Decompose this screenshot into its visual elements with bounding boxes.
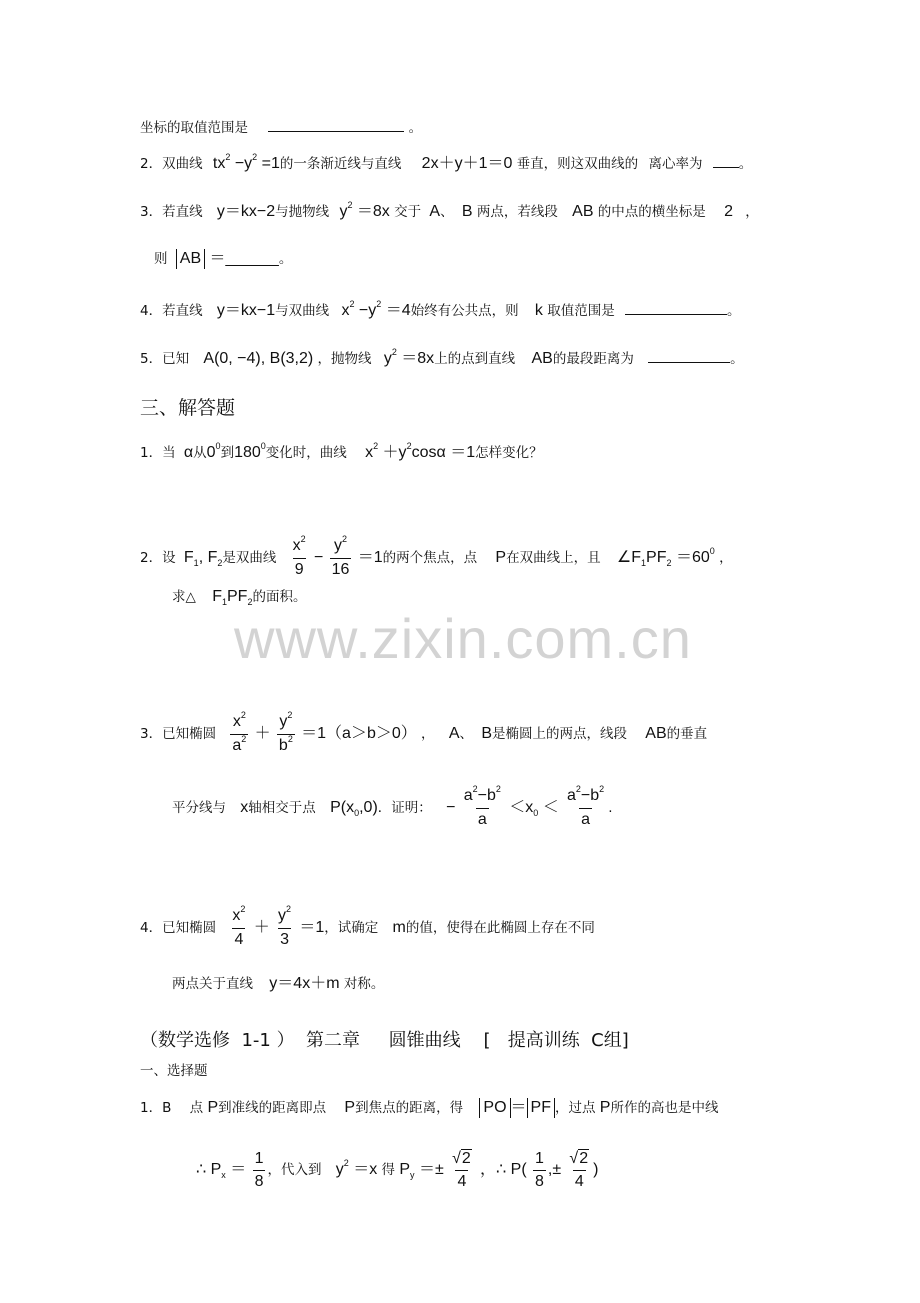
math: A bbox=[429, 203, 441, 220]
exponent: 2 bbox=[225, 152, 231, 162]
fraction bbox=[291, 534, 308, 579]
question-number: 2．双曲线 bbox=[140, 156, 203, 172]
text: 与抛物线 bbox=[275, 204, 330, 220]
subscript: y bbox=[410, 1170, 415, 1180]
answer-1-cont bbox=[196, 1146, 598, 1195]
text: 的两个焦点，点 bbox=[382, 550, 478, 566]
math: ＝8x bbox=[356, 203, 390, 220]
text: 两点关于直线 bbox=[172, 976, 253, 992]
denominator: 3 bbox=[278, 928, 291, 949]
numerator: 1 bbox=[254, 1149, 264, 1167]
denominator: 8 bbox=[253, 1170, 266, 1191]
math: x bbox=[240, 799, 249, 816]
math: 2x＋y＋1＝0 bbox=[421, 155, 513, 172]
math: 180 bbox=[234, 444, 261, 461]
exponent: 2 bbox=[599, 784, 605, 794]
text: 所作的高也是中线 bbox=[610, 1100, 719, 1116]
denominator: a bbox=[579, 808, 592, 829]
exponent: 2 bbox=[349, 299, 355, 309]
math: =1 bbox=[261, 155, 280, 172]
math: ) bbox=[593, 1161, 599, 1178]
math: y bbox=[335, 1161, 344, 1178]
text: 在双曲线上，且 bbox=[506, 550, 601, 566]
text: 与双曲线 bbox=[275, 303, 330, 319]
problem-2: 2．设 $F_1$, $F_2$是双曲线 $\frac{x^2}{9}$ − $\frac{y^2}{16}$ ＝1的两个焦点，点 P在双曲线上，且 $\angle F_1PF_2 =60^0$ ， bbox=[140, 534, 733, 578]
math: α bbox=[183, 444, 194, 461]
question-line bbox=[140, 117, 422, 137]
text: ，代入到 bbox=[267, 1162, 322, 1178]
text: 垂直，则这双曲线的 bbox=[516, 156, 639, 172]
math: ＝ bbox=[230, 1161, 247, 1178]
fraction bbox=[462, 784, 503, 829]
exponent: 0 bbox=[260, 441, 266, 451]
numerator: y bbox=[334, 537, 343, 554]
text: 得 bbox=[381, 1162, 396, 1178]
math: ∴ P bbox=[196, 1161, 222, 1178]
exponent: 0 bbox=[215, 441, 221, 451]
radicand: 2 bbox=[579, 1150, 589, 1167]
math: cosα bbox=[411, 444, 446, 461]
math-abs: PO bbox=[479, 1098, 510, 1118]
text: 。 bbox=[408, 120, 423, 136]
text: 从 bbox=[193, 445, 207, 461]
text: 则 bbox=[154, 251, 168, 267]
text: 的面积。 bbox=[252, 589, 307, 605]
exponent: 2 bbox=[376, 299, 382, 309]
sqrt: √2 bbox=[569, 1150, 589, 1167]
question-2 bbox=[140, 153, 752, 174]
fraction bbox=[533, 1150, 546, 1191]
subscript: 0 bbox=[533, 808, 539, 818]
text: 轴相交于点 bbox=[248, 800, 316, 816]
question-number: 2．设 bbox=[140, 550, 176, 566]
math: −y bbox=[234, 155, 253, 172]
math: y＝4x＋m bbox=[269, 975, 340, 992]
answer-blank bbox=[713, 153, 739, 168]
text: 到准线的距离即点 bbox=[218, 1100, 327, 1116]
math-abs: PF bbox=[527, 1098, 555, 1118]
text: 是椭圆上的两点，线段 bbox=[491, 726, 627, 742]
math: ＝1 bbox=[450, 444, 476, 461]
text: ， bbox=[421, 726, 435, 742]
question-number: 4．已知椭圆 bbox=[140, 920, 217, 936]
denominator: 16 bbox=[330, 558, 352, 579]
text: ．证明： bbox=[377, 800, 432, 816]
exponent: 2 bbox=[240, 904, 246, 914]
math: ＝60 bbox=[675, 549, 710, 566]
sqrt: √2 bbox=[452, 1150, 471, 1167]
math: AB bbox=[645, 725, 667, 742]
math: ,0) bbox=[359, 799, 378, 816]
subscript: 1 bbox=[193, 558, 199, 568]
math: y bbox=[383, 350, 392, 367]
fraction bbox=[567, 1149, 591, 1191]
text: 交于 bbox=[394, 204, 422, 220]
math: x bbox=[365, 444, 374, 461]
denominator: a bbox=[476, 808, 489, 829]
question-number: 3．已知椭圆 bbox=[140, 726, 217, 742]
exponent: 2 bbox=[287, 709, 293, 720]
denominator: b bbox=[278, 736, 288, 754]
math: ＝______ bbox=[209, 250, 279, 267]
denominator: 4 bbox=[455, 1170, 468, 1191]
answer-1 bbox=[140, 1098, 718, 1118]
answer-blank bbox=[648, 348, 730, 363]
math: m bbox=[392, 919, 406, 936]
text: 的一条渐近线与直线 bbox=[279, 156, 402, 172]
denominator: 4 bbox=[232, 928, 245, 949]
exponent: 2 bbox=[342, 534, 348, 544]
problem-3-cont: 平分线与 x轴相交于点 $P(x_0,0)$．证明： − $\frac{a^2-b^2}{a}$ $<x_0$ ＜ $\frac{a^2-b^2}{a}$ . bbox=[172, 784, 613, 828]
text: 求△ bbox=[172, 589, 196, 605]
exponent: 2 bbox=[240, 709, 246, 720]
math: y＝kx−1 bbox=[216, 302, 276, 319]
text: 始终有公共点，则 bbox=[410, 303, 519, 319]
text: 变化时，曲线 bbox=[265, 445, 347, 461]
text: 的值，使得在此椭圆上存在不同 bbox=[405, 920, 595, 936]
math: P bbox=[399, 1161, 411, 1178]
text: 。 bbox=[738, 156, 753, 172]
numerator: x bbox=[232, 907, 241, 924]
text: 的最段距离为 bbox=[552, 351, 634, 367]
question-number: 5．已知 bbox=[140, 351, 190, 367]
question-4 bbox=[140, 300, 741, 321]
exponent: 2 bbox=[373, 441, 379, 451]
text: 是双曲线 bbox=[222, 550, 277, 566]
math: ∠F bbox=[616, 549, 642, 566]
text: ，抛物线 bbox=[317, 351, 372, 367]
text: 离心率为 bbox=[648, 156, 703, 172]
exponent: 2 bbox=[343, 1158, 349, 1168]
text: 的垂直 bbox=[666, 726, 708, 742]
numerator: −b bbox=[580, 787, 600, 804]
math: P bbox=[599, 1099, 611, 1116]
exponent: 2 bbox=[300, 534, 306, 544]
numerator: a bbox=[463, 787, 473, 804]
math: P(x bbox=[330, 799, 355, 816]
math: y bbox=[339, 203, 348, 220]
fraction bbox=[330, 534, 352, 579]
problem-1 bbox=[140, 441, 543, 463]
math: F bbox=[183, 549, 194, 566]
text: ， bbox=[745, 204, 759, 220]
subscript: 0 bbox=[354, 808, 360, 818]
text: 。 bbox=[278, 251, 293, 267]
fraction bbox=[253, 1150, 266, 1191]
numerator: x bbox=[232, 712, 241, 730]
denominator: 4 bbox=[573, 1170, 586, 1191]
question-3 bbox=[140, 200, 759, 222]
text: 、 bbox=[440, 204, 454, 220]
math: ＝x bbox=[353, 1161, 378, 1178]
text: ，过点 bbox=[554, 1100, 596, 1116]
question-number: 4．若直线 bbox=[140, 303, 203, 319]
math: PF bbox=[646, 549, 667, 566]
problem-2-cont: 求△ $F_1PF_2$的面积。 bbox=[172, 588, 307, 607]
math: ＝8x bbox=[401, 350, 435, 367]
numerator: −b bbox=[477, 787, 496, 804]
math: tx bbox=[212, 155, 226, 172]
math: B bbox=[481, 725, 492, 742]
exponent: 2 bbox=[287, 733, 293, 744]
math: ,± bbox=[547, 1161, 562, 1178]
text: 。 bbox=[727, 303, 741, 319]
math: ＝ bbox=[510, 1099, 527, 1116]
watermark: www.zixin.com.cn bbox=[234, 607, 692, 670]
chapter-title: （数学选修 1-1 ） 第二章 圆锥曲线 [ 提高训练 C组] bbox=[140, 1030, 629, 1051]
math: ＜x bbox=[509, 799, 534, 816]
text: 平分线与 bbox=[172, 800, 226, 816]
text: 对称。 bbox=[343, 976, 385, 992]
fraction bbox=[230, 709, 248, 756]
text: 两点，若线段 bbox=[476, 204, 558, 220]
exponent: 2 bbox=[391, 347, 397, 357]
text: ， bbox=[719, 550, 733, 566]
numerator: x bbox=[292, 537, 301, 554]
problem-4: 4．已知椭圆 $\frac{x^2}{4}$ ＋ $\frac{y^2}{3}$ ＝1，试确定 m的值，使得在此椭圆上存在不同 bbox=[140, 904, 595, 948]
math: ＋y bbox=[382, 444, 407, 461]
fraction bbox=[277, 709, 295, 756]
math: B bbox=[461, 203, 473, 220]
text: 上的点到直线 bbox=[434, 351, 516, 367]
math: , F bbox=[198, 549, 218, 566]
math: ＜ bbox=[542, 799, 559, 816]
math-abs: AB bbox=[176, 249, 205, 269]
exponent: 2 bbox=[241, 733, 247, 744]
text: 的中点的横坐标是 bbox=[597, 204, 706, 220]
text: 点 bbox=[189, 1100, 204, 1116]
section-heading: 三、解答题 bbox=[140, 397, 236, 419]
math: A bbox=[448, 725, 460, 742]
section-heading: 一、选择题 bbox=[140, 1063, 208, 1079]
math: ＝1（a＞b＞0） bbox=[301, 725, 417, 742]
question-3-cont bbox=[154, 249, 292, 269]
math: ＝± bbox=[418, 1161, 444, 1178]
math: −y bbox=[358, 302, 377, 319]
fraction bbox=[450, 1149, 474, 1191]
question-number: 1．B bbox=[140, 1100, 172, 1116]
text: ，∴ P( bbox=[480, 1161, 527, 1178]
denominator: 8 bbox=[533, 1170, 546, 1191]
exponent: 2 bbox=[495, 784, 501, 794]
fraction bbox=[230, 904, 247, 949]
math: A(0, −4), B(3,2) bbox=[203, 350, 314, 367]
math: 0 bbox=[206, 444, 216, 461]
text: ，试确定 bbox=[324, 920, 379, 936]
fraction bbox=[565, 784, 606, 829]
text: 。 bbox=[730, 351, 744, 367]
problem-3: 3．已知椭圆 $\frac{x^2}{a^2}$ ＋ $\frac{y^2}{b^2}$ ＝1（a＞b＞0） ， A、 B是椭圆上的两点，线段 AB的垂直 bbox=[140, 709, 708, 754]
math: ＝1 bbox=[299, 919, 325, 936]
math: P bbox=[207, 1099, 219, 1116]
exponent: 2 bbox=[252, 152, 258, 162]
numerator: y bbox=[278, 907, 287, 924]
math: ＝4 bbox=[385, 302, 411, 319]
exponent: 2 bbox=[575, 784, 581, 794]
math: P bbox=[344, 1099, 356, 1116]
text: 坐标的取值范围是 bbox=[140, 120, 248, 136]
numerator: y bbox=[279, 712, 288, 730]
math: ＝1 bbox=[357, 549, 383, 566]
denominator: 9 bbox=[293, 558, 306, 579]
text: 到 bbox=[220, 445, 235, 461]
math: AB bbox=[572, 203, 594, 220]
subscript: x bbox=[221, 1170, 226, 1180]
text: 到焦点的距离，得 bbox=[355, 1100, 464, 1116]
exponent: 2 bbox=[472, 784, 478, 794]
math: F bbox=[212, 588, 222, 605]
denominator: a bbox=[232, 736, 242, 754]
numerator: 1 bbox=[534, 1149, 544, 1167]
question-number: 1．当 bbox=[140, 445, 176, 461]
math: PF bbox=[226, 588, 248, 605]
math: y＝kx−2 bbox=[216, 203, 276, 220]
question-5 bbox=[140, 348, 744, 369]
text: 怎样变化？ bbox=[475, 445, 543, 461]
exponent: 2 bbox=[347, 200, 353, 210]
text: . bbox=[608, 800, 613, 816]
exponent: 2 bbox=[406, 441, 412, 451]
problem-4-cont bbox=[172, 975, 384, 993]
math: AB bbox=[531, 350, 553, 367]
text: 、 bbox=[459, 726, 474, 742]
numerator: a bbox=[567, 787, 576, 804]
fraction bbox=[276, 904, 293, 949]
exponent: 2 bbox=[286, 904, 292, 914]
radicand: 2 bbox=[461, 1150, 471, 1167]
math: x bbox=[341, 302, 350, 319]
math: k bbox=[534, 302, 543, 319]
question-number: 3．若直线 bbox=[140, 204, 203, 220]
answer-blank bbox=[268, 117, 404, 132]
text: 取值范围是 bbox=[547, 303, 615, 319]
math: 2 bbox=[724, 203, 733, 220]
subscript: 2 bbox=[217, 558, 223, 568]
math: P bbox=[495, 549, 507, 566]
answer-blank bbox=[625, 300, 727, 315]
